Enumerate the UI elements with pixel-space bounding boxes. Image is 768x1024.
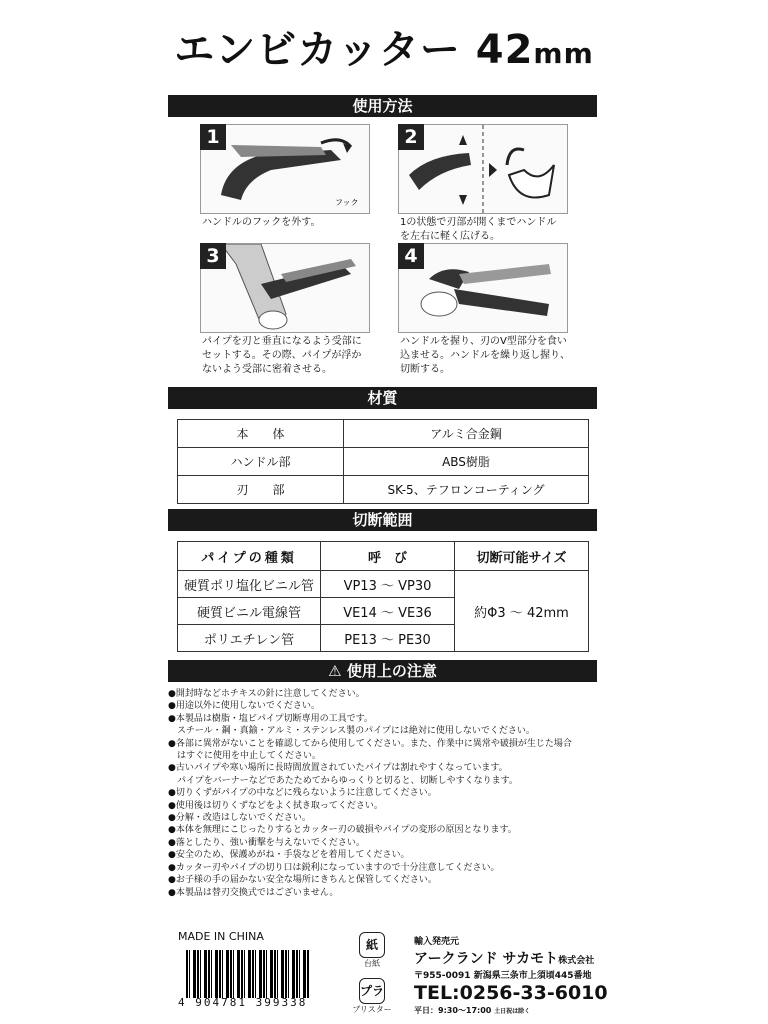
note-item: ●本製品は替刃交換式ではございません。	[168, 887, 339, 898]
cutter-closed-icon	[201, 125, 369, 213]
pipe-name: PE13 ～ PE30	[321, 625, 455, 652]
step-4-caption: ハンドルを握り、刃のV型部分を食い 込ませる。ハンドルを繰り返し握り、 切断する。	[400, 336, 570, 375]
note-item: ●本製品は樹脂・塩ビパイプ切断専用の工具です。	[168, 713, 373, 724]
section-cut-range-header: 切断範囲	[168, 509, 597, 531]
material-table	[177, 419, 589, 504]
note-item: パイプをバーナーなどであたためてからゆっくりと切ると、切断しやすくなります。	[168, 775, 518, 786]
caution-notes	[168, 688, 608, 899]
table-row	[178, 476, 589, 504]
material-value: SK-5、テフロンコーティング	[344, 476, 589, 504]
step-2-caption: 1の状態で刃部が開くまでハンドル を左右に軽く広げる。	[400, 217, 557, 242]
note-item: はすぐに使用を中止してください。	[168, 751, 322, 762]
note-item: ●お子様の手の届かない安全な場所にきちんと保管してください。	[168, 875, 437, 886]
pipe-type: 硬質ポリ塩化ビニル管	[178, 571, 321, 598]
header-name: 呼 び	[321, 542, 455, 571]
pipe-type: ポリエチレン管	[178, 625, 321, 652]
table-row	[178, 420, 589, 448]
pipe-type: 硬質ビニル電線管	[178, 598, 321, 625]
title-text: エンビカッター 42	[174, 27, 534, 73]
pipe-set-icon	[201, 244, 369, 332]
recycle-paper-label: 台紙	[364, 959, 380, 968]
step-1-number: 1	[200, 124, 226, 150]
note-item: スチール・鋼・真鍮・アルミ・ステンレス製のパイプには絶対に使用しないでください。	[168, 726, 535, 737]
material-part: 刃 部	[178, 476, 344, 504]
section-material-header: 材質	[168, 387, 597, 409]
header-pipe-type: パイプの種類	[178, 542, 321, 571]
note-item: ●落としたり、強い衝撃を与えないでください。	[168, 837, 365, 848]
step-4	[398, 243, 568, 373]
table-header-row	[178, 542, 589, 571]
note-item: ●本体を無理にこじったりするとカッター刃の破損やパイプの変形の原因となります。	[168, 825, 517, 836]
material-part: 本 体	[178, 420, 344, 448]
note-item: ●切りくずがパイプの中などに残らないように注意してください。	[168, 788, 437, 799]
company-suffix: 株式会社	[558, 956, 595, 966]
address: 〒955-0091 新潟県三条市上須頃445番地	[414, 971, 592, 981]
step-2-number: 2	[398, 124, 424, 150]
material-part: ハンドル部	[178, 448, 344, 476]
warning-icon: ⚠	[328, 662, 342, 680]
table-row	[178, 448, 589, 476]
barcode	[186, 950, 310, 998]
note-item: ●使用後は切りくずなどをよく拭き取ってください。	[168, 800, 383, 811]
cut-size: 約Φ3 ～ 42mm	[455, 571, 589, 652]
note-item: ●安全のため、保護めがね・手袋などを着用してください。	[168, 850, 410, 861]
cut-range-table	[177, 541, 589, 652]
note-item: ●開封時などホチキスの針に注意してください。	[168, 689, 365, 699]
recycle-paper	[356, 932, 388, 969]
hours-note: 土日祝は除く	[494, 1008, 531, 1015]
recycle-plastic-label: ブリスター	[352, 1005, 392, 1014]
title-unit: mm	[533, 37, 594, 70]
note-item: ●各部に異常がないことを確認してから使用してください。また、作業中に異常や破損が生じた場合	[168, 738, 572, 749]
material-value: ABS樹脂	[344, 448, 589, 476]
barcode-number: 4 904781 399338	[178, 996, 308, 1009]
company-name	[414, 948, 594, 968]
step-3	[200, 243, 370, 373]
table-row	[178, 571, 589, 598]
step-3-caption: パイプを刃と垂直になるよう受部に セットする。その際、パイプが浮か ないよう受部に密着させる。	[202, 336, 362, 375]
made-in-label: MADE IN CHINA	[178, 930, 264, 943]
note-item: ●カッター刃やパイプの切り口は鋭利になっていますので十分注意してください。	[168, 862, 500, 873]
plastic-recycle-icon: プラ	[359, 978, 385, 1004]
company-main: アークランド サカモト	[414, 951, 559, 967]
caution-title: 使用上の注意	[346, 662, 437, 680]
header-size: 切断可能サイズ	[455, 542, 589, 571]
pipe-name: VE14 ～ VE36	[321, 598, 455, 625]
section-usage-header: 使用方法	[168, 95, 597, 117]
note-item: ●古いパイプや寒い場所に長時間放置されていたパイプは割れやすくなっています。	[168, 763, 508, 774]
hours-text: 平日：9:30～17:00	[414, 1006, 492, 1015]
step-2	[398, 124, 568, 244]
step-4-number: 4	[398, 243, 424, 269]
cutter-open-icon	[399, 125, 567, 213]
step-1-caption: ハンドルのフックを外す。	[202, 217, 321, 228]
page-title	[0, 18, 768, 75]
hook-label: フック	[335, 198, 359, 207]
note-item: ●分解・改造はしないでください。	[168, 813, 311, 824]
section-caution-header	[168, 660, 597, 682]
hours	[414, 1005, 530, 1016]
tel: TEL:0256-33-6010	[414, 982, 608, 1004]
step-1	[200, 124, 370, 234]
pipe-name: VP13 ～ VP30	[321, 571, 455, 598]
material-value: アルミ合金鋼	[344, 420, 589, 448]
cutting-icon	[399, 244, 567, 332]
paper-recycle-icon: 紙	[359, 932, 385, 958]
recycle-plastic	[352, 978, 392, 1015]
step-3-number: 3	[200, 243, 226, 269]
importer-label: 輸入発売元	[414, 937, 460, 947]
note-item: ●用途以外に使用しないでください。	[168, 701, 320, 712]
